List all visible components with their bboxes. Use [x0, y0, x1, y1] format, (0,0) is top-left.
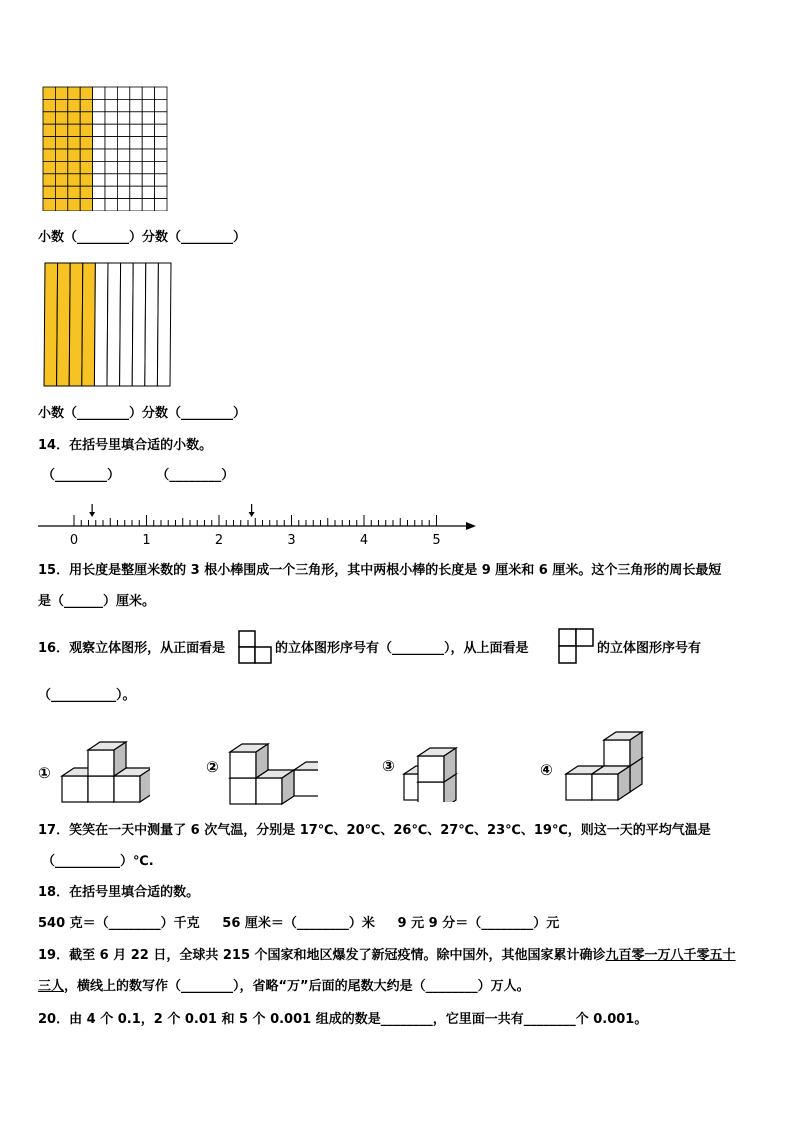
top-view-icon	[558, 628, 596, 666]
grid-cell	[55, 161, 67, 173]
grid-cell	[93, 199, 105, 211]
grid-cell	[80, 186, 92, 198]
grid-cell	[130, 199, 142, 211]
q19-line1	[38, 947, 736, 965]
number-line-arrowhead	[466, 522, 476, 530]
grid-cell	[55, 124, 67, 136]
tick-label: 5	[432, 533, 441, 548]
tick-label: 3	[287, 533, 296, 548]
strip-answer-line: 小数（________）分数（________）	[38, 406, 247, 421]
cube-front-face	[418, 756, 444, 782]
grid-cell	[55, 149, 67, 161]
grid-cell	[43, 99, 55, 111]
grid-cell	[155, 137, 167, 149]
strip	[82, 263, 96, 386]
cube-top-face	[294, 762, 318, 770]
strip-figure	[42, 262, 174, 390]
grid-cell	[105, 112, 117, 124]
q16-part2: 的立体图形序号有（________），从上面看是	[275, 641, 529, 656]
grid-cell	[55, 186, 67, 198]
strip	[107, 263, 121, 386]
grid-cell	[155, 149, 167, 161]
grid-cell	[68, 112, 80, 124]
q20-line: 20．由 4 个 0.1，2 个 0.01 和 5 个 0.001 组成的数是________，它里面一共有________个 0.001。	[38, 1012, 648, 1027]
grid-cell	[80, 174, 92, 186]
grid-cell	[80, 199, 92, 211]
grid-cell	[117, 124, 129, 136]
grid-cell	[142, 161, 154, 173]
grid-cell	[117, 99, 129, 111]
grid-cell	[43, 137, 55, 149]
q15-line1: 15．用长度是整厘米数的 3 根小棒围成一个三角形，其中两根小棒的长度是 9 厘米和 6 厘米。这个三角形的周长最短	[38, 563, 722, 578]
tick-label: 4	[359, 533, 369, 548]
grid-cell	[155, 174, 167, 186]
grid-cell	[68, 161, 80, 173]
grid-cell	[142, 99, 154, 111]
grid-cell	[80, 149, 92, 161]
grid-cell	[80, 137, 92, 149]
grid-cell	[105, 87, 117, 99]
grid-cell	[43, 124, 55, 136]
grid-cell	[130, 161, 142, 173]
grid-cell	[117, 199, 129, 211]
grid-cell	[105, 174, 117, 186]
grid-cell	[142, 137, 154, 149]
grid-cell	[105, 149, 117, 161]
hundred-grid-figure	[42, 86, 168, 211]
grid-cell	[43, 199, 55, 211]
grid-cell	[80, 161, 92, 173]
grid-cell	[80, 124, 92, 136]
grid-cell	[68, 174, 80, 186]
grid-cell	[155, 124, 167, 136]
grid-cell	[43, 87, 55, 99]
grid-cell	[93, 161, 105, 173]
solid-figure-3	[402, 718, 494, 802]
q17-line2: （__________）℃.	[42, 854, 154, 869]
q15-line2: 是（______）厘米。	[38, 594, 156, 609]
grid-cell	[142, 149, 154, 161]
grid-cell	[43, 174, 55, 186]
grid-cell	[142, 124, 154, 136]
grid-cell	[117, 149, 129, 161]
strip	[69, 263, 83, 386]
grid-cell	[105, 186, 117, 198]
marker-arrowhead	[249, 512, 255, 517]
grid-cell	[68, 199, 80, 211]
q18-items: 540 克＝（________）千克 56 厘米＝（________）米 9 元 9 分＝（________）元	[38, 916, 560, 931]
cube-front-face	[256, 778, 282, 804]
solid-label-2: ②	[206, 758, 219, 776]
grid-cell	[130, 149, 142, 161]
grid-cell	[142, 87, 154, 99]
cube-front-face	[88, 750, 114, 776]
grid-cell	[117, 112, 129, 124]
grid-cell	[130, 124, 142, 136]
grid-cell	[43, 112, 55, 124]
q14-blanks: （________） （________）	[42, 468, 235, 483]
grid-cell	[117, 161, 129, 173]
grid-cell	[130, 186, 142, 198]
grid-cell	[130, 87, 142, 99]
grid-cell	[68, 186, 80, 198]
grid-answer-line: 小数（________）分数（________）	[38, 230, 247, 245]
q19-underlined-number-1: 九百零一万八千零五十	[605, 948, 736, 963]
grid-cell	[142, 199, 154, 211]
grid-cell	[155, 186, 167, 198]
cube-front-face	[230, 778, 256, 804]
grid-cell	[142, 112, 154, 124]
strip	[57, 263, 71, 386]
tick-label: 1	[142, 533, 151, 548]
q18-prompt: 18．在括号里填合适的数。	[38, 885, 200, 900]
grid-cell	[142, 186, 154, 198]
strip	[94, 263, 108, 386]
q19-line2	[38, 978, 530, 996]
grid-cell	[55, 174, 67, 186]
tick-label: 2	[214, 533, 224, 548]
strip	[157, 263, 171, 386]
grid-cell	[43, 186, 55, 198]
grid-cell	[155, 99, 167, 111]
grid-cell	[130, 137, 142, 149]
q19-underlined-number-2: 三人	[38, 979, 65, 994]
strip	[132, 263, 146, 386]
grid-cell	[55, 137, 67, 149]
solid-label-3: ③	[382, 757, 395, 775]
grid-cell	[130, 99, 142, 111]
solid-label-4: ④	[540, 761, 553, 779]
cube-front-face	[294, 770, 318, 796]
solid-figure-2	[228, 730, 318, 806]
grid-cell	[93, 137, 105, 149]
grid-cell	[93, 112, 105, 124]
grid-cell	[93, 149, 105, 161]
q16-line2: （__________）。	[38, 688, 136, 703]
grid-cell	[93, 124, 105, 136]
cube-front-face	[566, 774, 592, 800]
grid-cell	[55, 112, 67, 124]
solid-figure-4	[564, 724, 658, 802]
grid-cell	[130, 112, 142, 124]
grid-cell	[68, 137, 80, 149]
grid-cell	[43, 149, 55, 161]
q19-line1-text: 19．截至 6 月 22 日，全球共 215 个国家和地区爆发了新冠疫情。除中国外，其他国家累计确诊	[38, 948, 606, 963]
grid-cell	[68, 149, 80, 161]
cube-front-face	[88, 776, 114, 802]
grid-cell	[68, 99, 80, 111]
grid-cell	[105, 124, 117, 136]
grid-cell	[117, 137, 129, 149]
grid-cell	[155, 161, 167, 173]
grid-cell	[93, 174, 105, 186]
grid-cell	[80, 99, 92, 111]
front-view-icon	[238, 630, 274, 664]
cube-front-face	[230, 752, 256, 778]
q16-part1: 16．观察立体图形，从正面看是	[38, 641, 226, 656]
cube-front-face	[62, 776, 88, 802]
grid-cell	[117, 87, 129, 99]
grid-cell	[155, 199, 167, 211]
grid-cell	[55, 99, 67, 111]
strip	[145, 263, 159, 386]
grid-cell	[117, 186, 129, 198]
grid-cell	[68, 124, 80, 136]
grid-cell	[80, 112, 92, 124]
grid-cell	[105, 199, 117, 211]
q19-line2-text: ，横线上的数写作（________），省略“万”后面的尾数大约是（________）万人。	[64, 979, 530, 994]
solid-label-1: ①	[38, 764, 51, 782]
grid-cell	[130, 174, 142, 186]
q17-line1: 17．笑笑在一天中测量了 6 次气温，分别是 17℃、20℃、26℃、27℃、23℃、19℃，则这一天的平均气温是	[38, 823, 711, 838]
grid-cell	[55, 87, 67, 99]
grid-cell	[142, 174, 154, 186]
strip	[120, 263, 134, 386]
grid-cell	[68, 87, 80, 99]
grid-cell	[155, 87, 167, 99]
grid-cell	[105, 161, 117, 173]
grid-cell	[105, 99, 117, 111]
grid-cell	[93, 186, 105, 198]
q14-prompt: 14．在括号里填合适的小数。	[38, 438, 213, 453]
tick-label: 0	[69, 533, 79, 548]
number-line	[38, 502, 478, 548]
grid-cell	[105, 137, 117, 149]
grid-cell	[80, 87, 92, 99]
strip	[44, 263, 58, 386]
grid-cell	[93, 99, 105, 111]
cube-front-face	[418, 782, 444, 802]
marker-arrowhead	[89, 512, 95, 517]
cube-front-face	[114, 776, 140, 802]
grid-cell	[43, 161, 55, 173]
solid-figure-1	[60, 734, 150, 804]
q16-part3: 的立体图形序号有	[597, 641, 702, 656]
grid-cell	[55, 199, 67, 211]
grid-cell	[155, 112, 167, 124]
grid-cell	[117, 174, 129, 186]
cube-front-face	[604, 740, 630, 766]
grid-cell	[93, 87, 105, 99]
cube-front-face	[592, 774, 618, 800]
